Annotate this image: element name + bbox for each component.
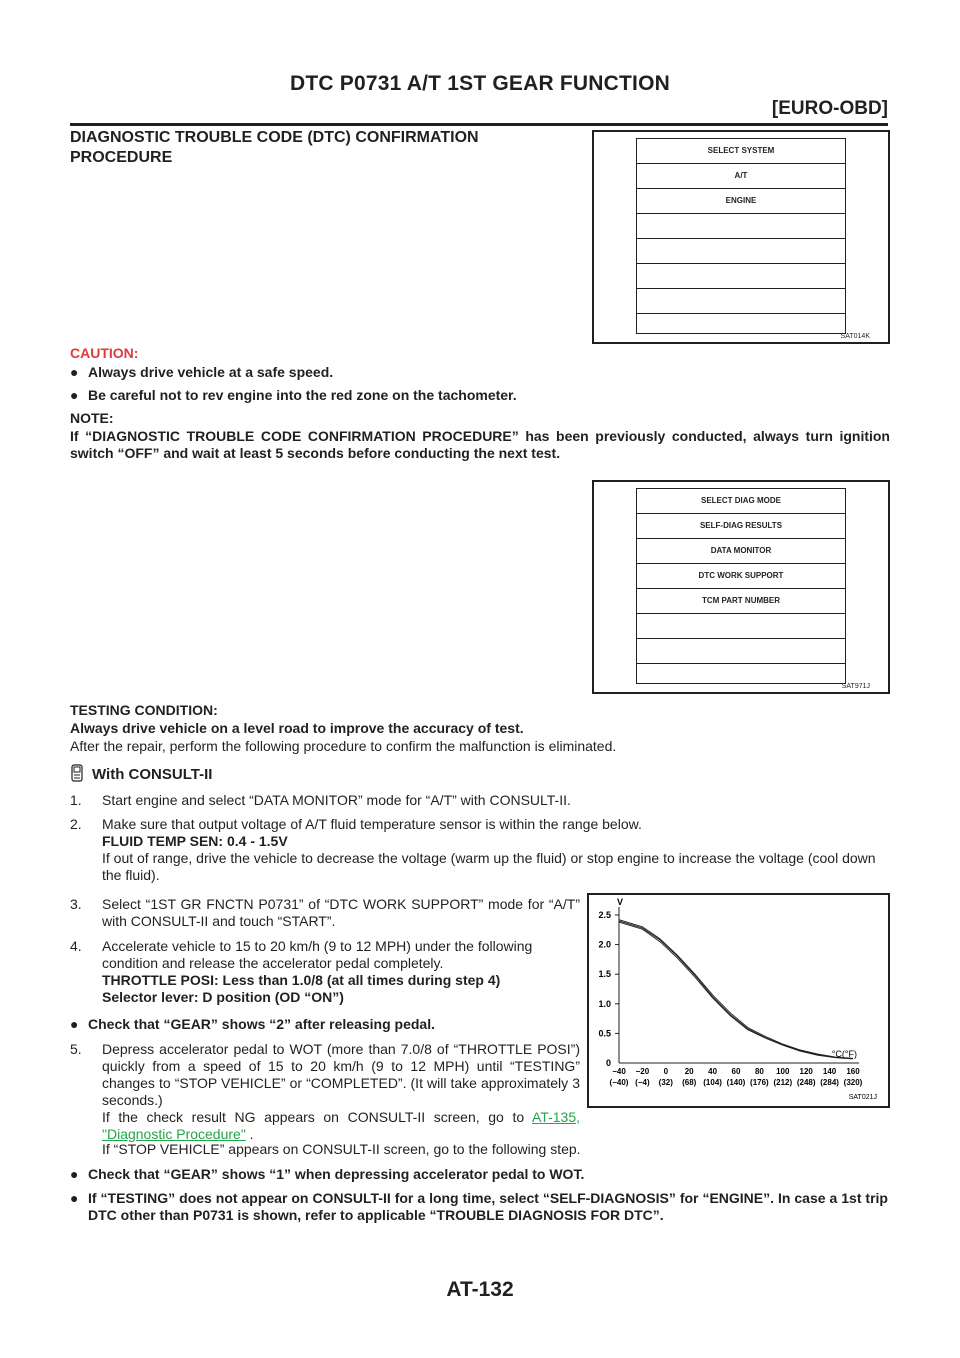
y-tick-label: 2.0 <box>598 939 611 950</box>
x-tick-label-f: (284) <box>820 1078 839 1087</box>
step-3: 3. Select “1ST GR FNCTN P0731” of “DTC WORK SUPPORT” mode for “A/T” with CONSULT-II and touch “START”. <box>70 896 580 929</box>
menu-row: ENGINE <box>637 189 845 214</box>
x-tick-label-f: (−40) <box>609 1078 629 1087</box>
x-tick-label-f: (68) <box>682 1078 697 1087</box>
series-line <box>619 921 853 1059</box>
menu-row <box>637 289 845 314</box>
x-tick-label: 140 <box>822 1067 837 1076</box>
x-tick-label-f: (176) <box>750 1078 769 1087</box>
consult-heading: With CONSULT-II <box>70 764 212 786</box>
figure-select-system <box>592 130 890 344</box>
bullet-icon: ● <box>70 364 79 380</box>
x-tick-label: 80 <box>754 1067 764 1076</box>
x-tick-label: 160 <box>846 1067 860 1076</box>
header-divider <box>70 123 888 126</box>
menu-row: DTC WORK SUPPORT <box>637 564 845 589</box>
menu-row <box>637 264 845 289</box>
step-4-bold-1: THROTTLE POSI: Less than 1.0/8 (at all times during step 4) <box>102 972 501 988</box>
y-tick-label: 0 <box>605 1058 611 1068</box>
menu-row <box>637 239 845 264</box>
page-number: AT-132 <box>446 1278 514 1301</box>
y-tick-label: 2.5 <box>598 910 611 920</box>
menu-row <box>637 639 845 664</box>
final-bullet: ● Check that “GEAR” shows “1” when depressing accelerator pedal to WOT. <box>70 1166 585 1182</box>
x-tick-label-f: (104) <box>703 1078 722 1087</box>
figure-code: SAT014K <box>840 333 870 340</box>
x-tick-label: 0 <box>663 1067 669 1076</box>
step-2-detail: If out of range, drive the vehicle to decrease the voltage (warm up the fluid) or stop engine to increase the voltage (cool down the fluid). <box>102 850 876 883</box>
menu-row: TCM PART NUMBER <box>637 589 845 614</box>
menu-row <box>637 614 845 639</box>
menu-row: DATA MONITOR <box>637 539 845 564</box>
x-tick-label-f: (32) <box>658 1078 673 1087</box>
series-line <box>619 922 853 1059</box>
testing-text: After the repair, perform the following procedure to confirm the malfunction is eliminated. <box>70 738 617 754</box>
step-5-text: Depress accelerator pedal to WOT (more than 7.0/8 of “THROTTLE POSI”) quickly from a speed of 15 to 20 km/h (9 to 12 MPH) until “TESTING” changes to “STOP VEHICLE” or “COMPLETED”. (It will take approximately 3 seconds.) <box>102 1041 580 1108</box>
menu-row: SELECT DIAG MODE <box>637 489 845 514</box>
step-2-text: Make sure that output voltage of A/T fluid temperature sensor is within the range below. <box>102 816 642 832</box>
final-bullet: ● If “TESTING” does not appear on CONSULT-II for a long time, select “SELF-DIAGNOSIS” for “ENGINE”. In case a 1st trip DTC other than P0731 is shown, refer to applicable “TROUBLE DIAGNOSIS FOR DTC”. <box>70 1190 888 1223</box>
y-tick-label: 0.5 <box>598 1028 611 1039</box>
figure-diag-mode <box>592 480 890 694</box>
x-tick-label: 100 <box>776 1067 790 1076</box>
step-2-bold: FLUID TEMP SEN: 0.4 - 1.5V <box>102 833 288 849</box>
caution-label: CAUTION: <box>70 345 139 361</box>
consult-tool-icon <box>70 764 84 786</box>
x-tick-label: 120 <box>799 1067 813 1076</box>
x-tick-label-f: (−4) <box>635 1078 650 1087</box>
step-2: 2. Make sure that output voltage of A/T fluid temperature sensor is within the range below. FLUID TEMP SEN: 0.4 - 1.5V If out of range, drive the vehicle to decrease the voltage (warm up the fluid) or stop engine to increase the voltage (cool down the fluid). <box>70 816 876 883</box>
testing-label: TESTING CONDITION: <box>70 702 218 718</box>
figure-code: SAT971J <box>841 683 870 690</box>
note-text: If “DIAGNOSTIC TROUBLE CODE CONFIRMATION PROCEDURE” has been previously conducted, always turn ignition switch “OFF” and wait at least 5 seconds before conducting the next test. <box>70 428 890 461</box>
series-line <box>619 920 853 1059</box>
menu-row <box>637 664 845 689</box>
bullet-icon: ● <box>70 1190 79 1206</box>
step-1: 1. Start engine and select “DATA MONITOR” mode for “A/T” with CONSULT-II. <box>70 792 571 808</box>
step-5: 5. Depress accelerator pedal to WOT (more than 7.0/8 of “THROTTLE POSI”) quickly from a speed of 15 to 20 km/h (9 to 12 MPH) until “TESTING” changes to “STOP VEHICLE” or “COMPLETED”. (It will take approximately 3 seconds.) If the check result NG appears on CONSULT-II screen, go to AT-135, "Diagnostic Procedure" . <box>70 1041 580 1142</box>
select-system-menu <box>636 138 846 334</box>
menu-row: SELECT SYSTEM <box>637 139 845 164</box>
menu-row: A/T <box>637 164 845 189</box>
step-4-text: Accelerate vehicle to 15 to 20 km/h (9 to 12 MPH) under the following condition and release the accelerator pedal completely. <box>102 938 533 971</box>
step-5-ng: If the check result NG appears on CONSULT-II screen, go to <box>102 1109 525 1125</box>
x-tick-label: 40 <box>708 1067 718 1076</box>
bullet-icon: ● <box>70 1016 79 1032</box>
y-tick-label: 1.5 <box>598 969 611 980</box>
x-tick-label-f: (140) <box>726 1078 746 1087</box>
x-tick-label: −20 <box>635 1067 650 1076</box>
menu-row: SELF-DIAG RESULTS <box>637 514 845 539</box>
y-tick-label: 1.0 <box>598 998 611 1009</box>
figure-voltage-chart <box>587 893 890 1108</box>
caution-item: ● Always drive vehicle at a safe speed. <box>70 364 334 380</box>
diag-mode-menu <box>636 488 846 684</box>
x-tick-label: 60 <box>731 1067 741 1076</box>
page-subtitle: [EURO-OBD] <box>771 98 888 119</box>
x-tick-label-f: (248) <box>796 1078 816 1087</box>
step-5-stop: If “STOP VEHICLE” appears on CONSULT-II screen, go to the following step. <box>102 1141 581 1157</box>
caution-item: ● Be careful not to rev engine into the red zone on the tachometer. <box>70 387 517 403</box>
y-axis-unit: V <box>617 897 624 907</box>
diagnostic-procedure-link[interactable]: AT-135, "Diagnostic Procedure" <box>102 1109 580 1142</box>
note-label: NOTE: <box>70 410 114 426</box>
x-axis-unit: °C(°F) <box>831 1049 857 1059</box>
x-tick-label: 20 <box>684 1067 694 1076</box>
section-title: DIAGNOSTIC TROUBLE CODE (DTC) CONFIRMATION PROCEDURE <box>70 129 479 166</box>
voltage-temperature-chart <box>589 895 888 1106</box>
bullet-icon: ● <box>70 1166 79 1182</box>
menu-row <box>637 314 845 339</box>
step-4: 4.Accelerate vehicle to 15 to 20 km/h (9 to 12 MPH) under the following condition and release the accelerator pedal completely. THROTTLE POSI: Less than 1.0/8 (at all times during step 4) Selector lever: D position (OD “ON”) <box>70 938 533 1005</box>
step-4-bold-2: Selector lever: D position (OD “ON”) <box>102 989 344 1005</box>
x-tick-label-f: (212) <box>773 1078 793 1087</box>
bullet-icon: ● <box>70 387 79 403</box>
x-tick-label: −40 <box>612 1067 626 1076</box>
step-4-bullet: ● Check that “GEAR” shows “2” after releasing pedal. <box>70 1016 435 1032</box>
page-title: DTC P0731 A/T 1ST GEAR FUNCTION <box>290 72 670 95</box>
testing-bold-text: Always drive vehicle on a level road to improve the accuracy of test. <box>70 720 524 736</box>
figure-code: SAT021J <box>848 1094 877 1101</box>
x-tick-label-f: (320) <box>843 1078 863 1087</box>
menu-row <box>637 214 845 239</box>
